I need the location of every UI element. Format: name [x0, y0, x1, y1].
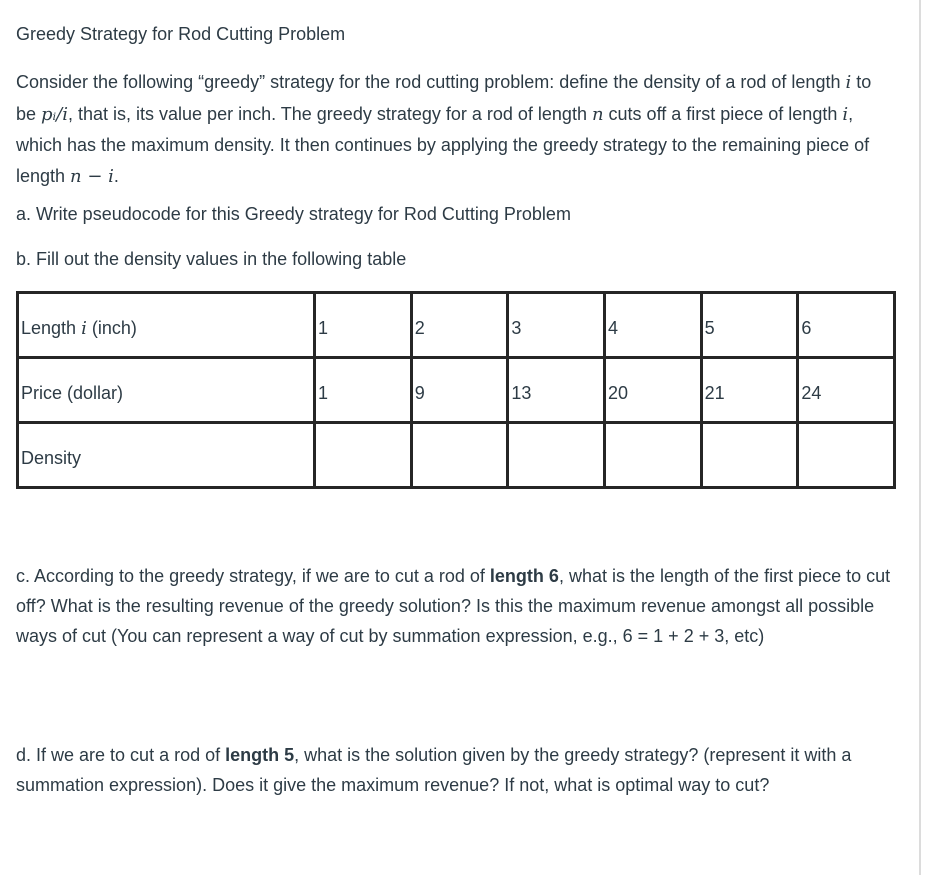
length-cell: 4 [605, 293, 702, 358]
density-cell [315, 423, 412, 488]
length-cell: 6 [798, 293, 895, 358]
price-row [18, 358, 895, 423]
length-label-pre: Length [21, 318, 82, 338]
question-c-post: , what is the length of the first piece to cut off? What is the resulting revenue of the greedy solution? Is this the maximum revenue amongst all possible ways of cut (You can represent a way of cut by summation expression, e.g., 6 = 1 + 2 + 3, etc) [16, 566, 891, 646]
length-row-label [18, 293, 315, 358]
question-d-bold: length 5 [225, 745, 295, 765]
math-i: i [845, 72, 852, 93]
intro-text-3: , that is, its value per inch. The greedy strategy for a rod of length [68, 103, 592, 124]
density-cell [508, 423, 605, 488]
length-label-post: (inch) [86, 318, 137, 338]
length-cell: 3 [508, 293, 605, 358]
length-label-var: i [81, 318, 87, 339]
page-right-border [919, 0, 921, 875]
intro-paragraph [16, 67, 896, 192]
density-table [16, 291, 896, 489]
length-cell: 5 [701, 293, 798, 358]
price-row-label: Price (dollar) [18, 358, 315, 423]
length-row [18, 293, 895, 358]
question-c [16, 561, 896, 651]
question-d-post: , what is the solution given by the greedy strategy? (represent it with a summation expression). Does it give the maximum revenue? If not, what is optimal way to cut? [16, 745, 852, 795]
density-cell [798, 423, 895, 488]
density-cell [605, 423, 702, 488]
intro-text-1: Consider the following “greedy” strategy for the rod cutting problem: define the density of a rod of length [16, 72, 846, 92]
price-cell: 1 [315, 358, 412, 423]
question-d [16, 740, 896, 800]
math-n: n [591, 103, 604, 125]
density-cell [411, 423, 508, 488]
price-cell: 21 [701, 358, 798, 423]
price-cell: 24 [798, 358, 895, 423]
density-cell [701, 423, 798, 488]
question-b: b. Fill out the density values in the following table [16, 249, 407, 269]
density-row-label: Density [18, 423, 315, 488]
question-c-bold: length 6 [489, 566, 559, 586]
length-cell: 1 [315, 293, 412, 358]
math-i-2: i [842, 103, 849, 125]
price-cell: 9 [411, 358, 508, 423]
math-n-minus-i: n − i [70, 165, 114, 187]
math-density-formula: pᵢ/i [41, 103, 68, 125]
density-row [18, 423, 895, 488]
intro-text-2: to be [16, 72, 872, 124]
length-cell: 2 [411, 293, 508, 358]
price-cell: 13 [508, 358, 605, 423]
intro-text-5: , which has the maximum density. It then continues by applying the greedy strategy to the remaining piece of length [16, 103, 870, 186]
price-cell: 20 [605, 358, 702, 423]
question-a: a. Write pseudocode for this Greedy strategy for Rod Cutting Problem [16, 204, 571, 224]
intro-text-4: cuts off a first piece of length [603, 103, 843, 124]
intro-text-6: . [113, 165, 119, 186]
page-title: Greedy Strategy for Rod Cutting Problem [16, 24, 346, 44]
question-d-pre: d. If we are to cut a rod of [16, 745, 226, 765]
question-c-pre: c. According to the greedy strategy, if we are to cut a rod of [16, 566, 490, 586]
